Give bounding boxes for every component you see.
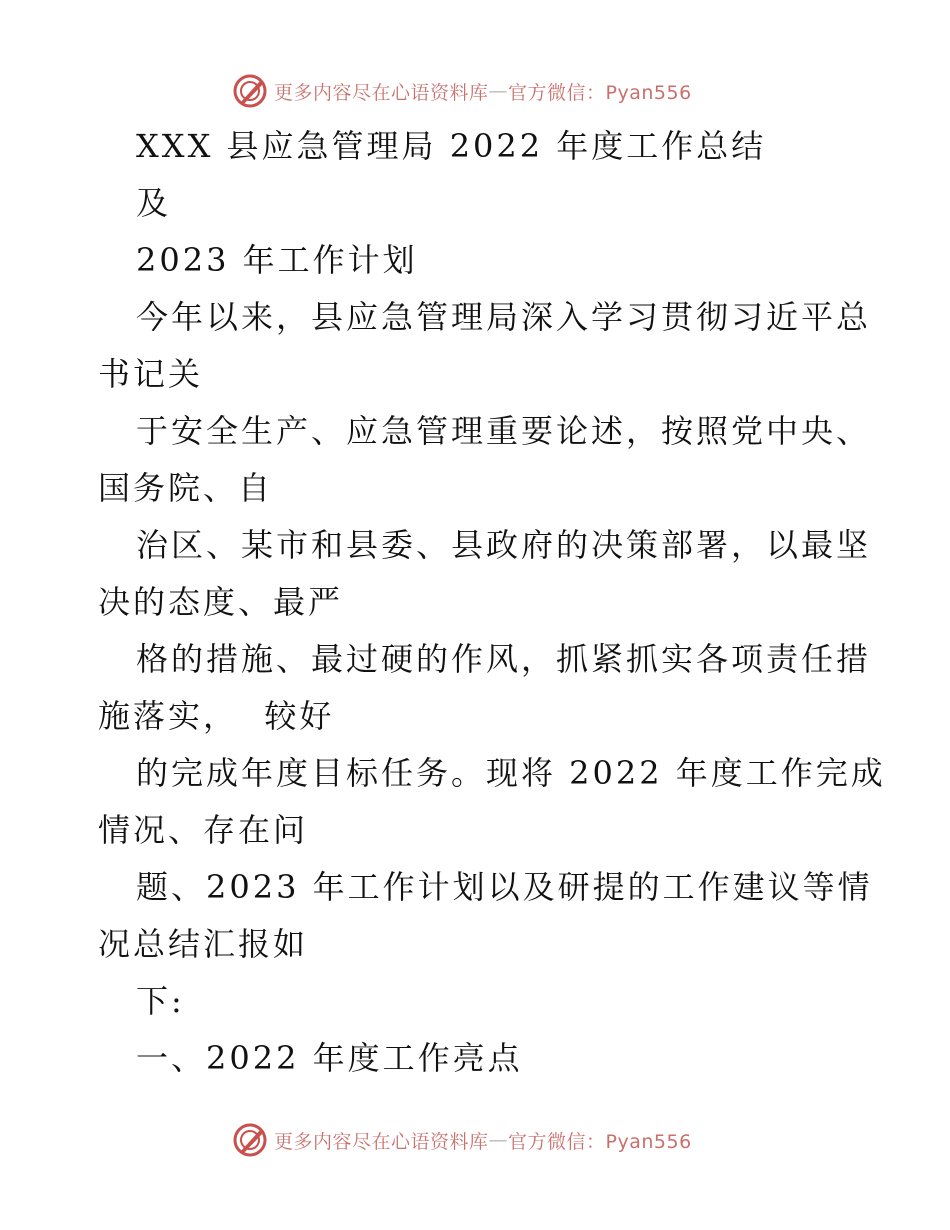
pen-logo-icon — [232, 1122, 268, 1158]
watermark-separator: — — [488, 1129, 509, 1151]
watermark-separator: — — [488, 80, 509, 102]
paragraph-line: 况总结汇报如 — [98, 925, 309, 963]
paragraph-line: 国务院、自 — [98, 469, 274, 507]
section-heading: 一、2022 年度工作亮点 — [136, 1039, 523, 1077]
watermark-header — [232, 71, 692, 111]
paragraph-line: 今年以来，县应急管理局深入学习贯彻习近平总 — [136, 298, 872, 336]
watermark-main-text: 更多内容尽在心语资料库 — [274, 81, 489, 104]
paragraph-line: 施落实， 较好 — [98, 697, 335, 735]
paragraph-line: 书记关 — [98, 355, 204, 393]
document-title-line-1: XXX 县应急管理局 2022 年度工作总结 — [136, 127, 767, 165]
pen-logo-icon — [232, 73, 268, 109]
document-title-line-3: 2023 年工作计划 — [136, 241, 418, 279]
paragraph-line: 治区、某市和县委、县政府的决策部署，以最坚 — [136, 526, 872, 564]
document-body — [98, 118, 886, 1087]
watermark-wechat-text: 官方微信：Pyan556 — [508, 1130, 692, 1153]
paragraph-line: 的完成年度目标任务。现将 2022 年度工作完成 — [136, 754, 886, 792]
watermark-wechat-text: 官方微信：Pyan556 — [508, 81, 692, 104]
paragraph-line: 于安全生产、应急管理重要论述，按照党中央、 — [136, 412, 872, 450]
paragraph-line: 情况、存在问 — [98, 811, 309, 849]
paragraph-line: 下: — [136, 982, 185, 1020]
paragraph-line: 格的措施、最过硬的作风，抓紧抓实各项责任措 — [136, 640, 872, 678]
paragraph-line: 题、2023 年工作计划以及研提的工作建议等情 — [136, 868, 873, 906]
watermark-footer — [232, 1120, 692, 1160]
paragraph-line: 决的态度、最严 — [98, 583, 344, 621]
document-title-line-2: 及 — [136, 184, 172, 222]
watermark-main-text: 更多内容尽在心语资料库 — [274, 1130, 489, 1153]
